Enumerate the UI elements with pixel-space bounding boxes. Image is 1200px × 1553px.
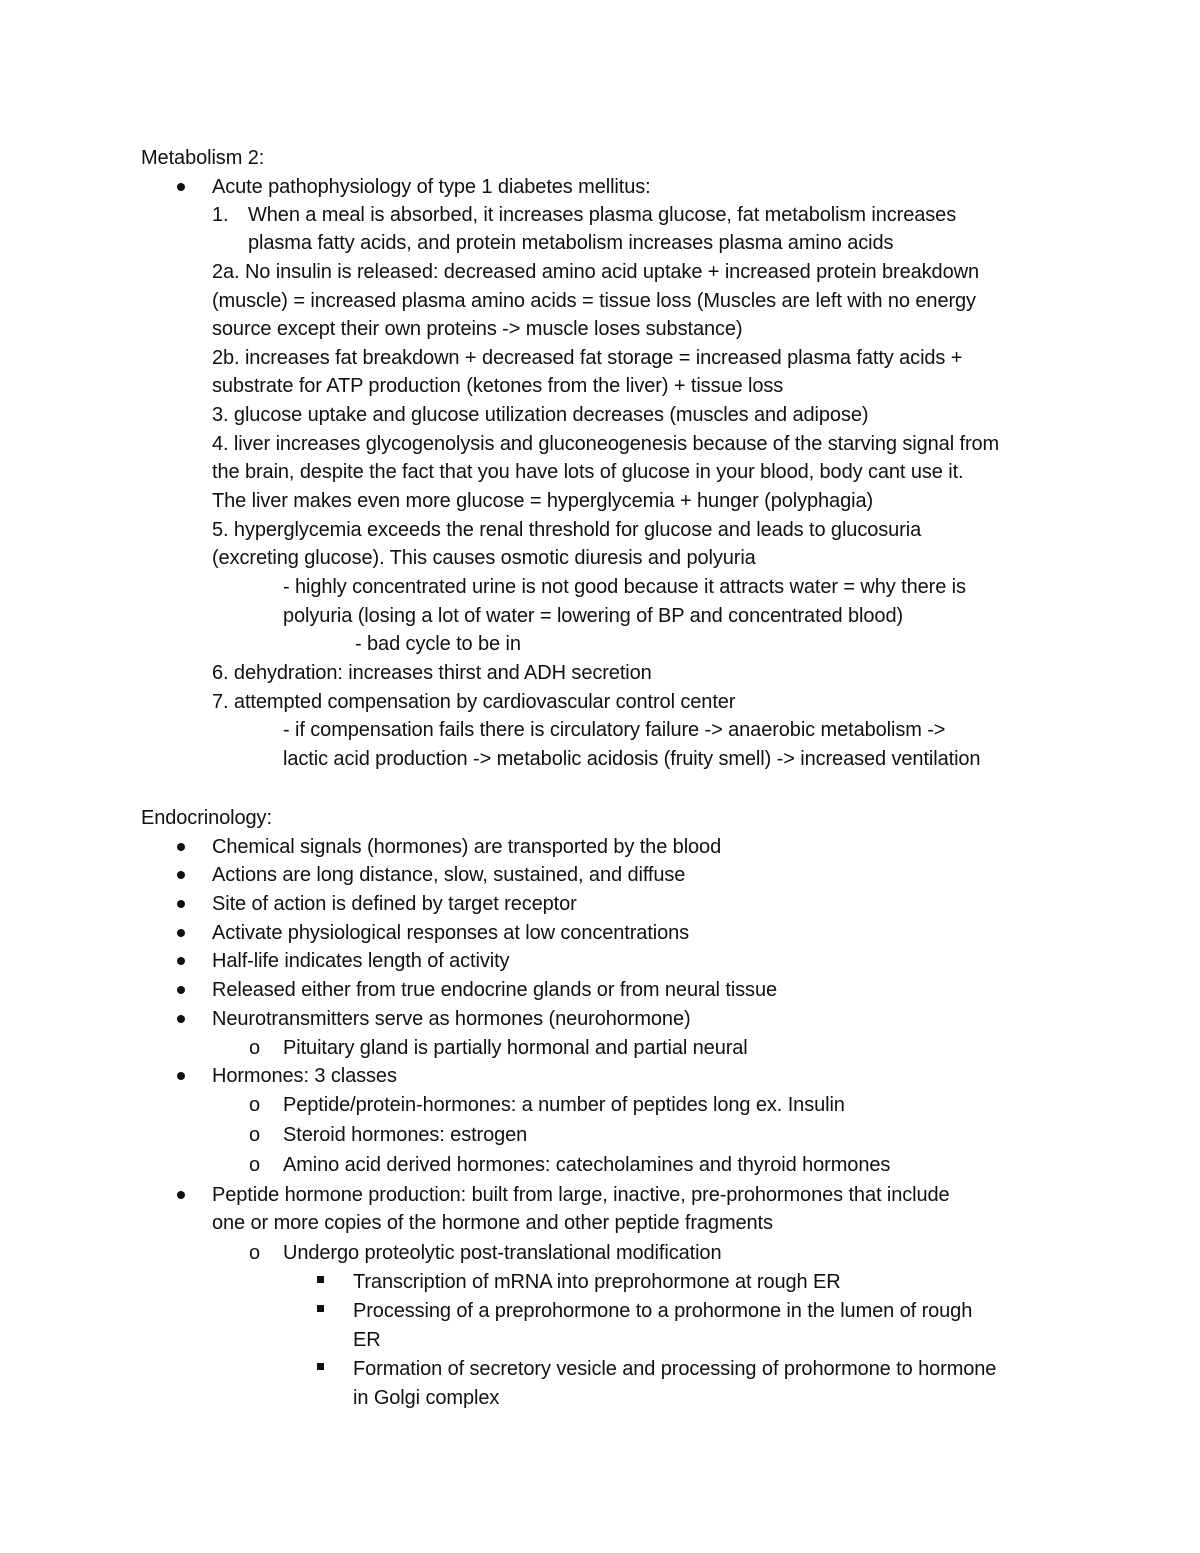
endo-bullet-9-sub1-item3-line2: in Golgi complex — [353, 1387, 500, 1409]
item2b-line1: 2b. increases fat breakdown + decreased fat storage = increased plasma fatty acids + — [212, 347, 963, 369]
square-bullet-icon — [317, 1363, 324, 1370]
item5-sub1-line2: polyuria (losing a lot of water = lowering of BP and concentrated blood) — [283, 605, 904, 627]
endo-bullet-9-sub1-item2-line1: Processing of a preprohormone to a prohormone in the lumen of rough — [353, 1300, 973, 1322]
endo-bullet-2: Actions are long distance, slow, sustained, and diffuse — [212, 864, 686, 886]
bullet-icon — [177, 183, 185, 191]
item5-line2: (excreting glucose). This causes osmotic diuresis and polyuria — [212, 547, 756, 569]
bullet-icon — [177, 843, 185, 851]
endo-bullet-9-line2: one or more copies of the hormone and other peptide fragments — [212, 1212, 773, 1234]
item1-number: 1. — [212, 204, 229, 226]
endo-bullet-8-sub1: Peptide/protein-hormones: a number of peptides long ex. Insulin — [283, 1094, 845, 1116]
endo-bullet-7: Neurotransmitters serve as hormones (neurohormone) — [212, 1008, 691, 1030]
endo-bullet-8-sub2: Steroid hormones: estrogen — [283, 1124, 528, 1146]
open-bullet-icon: o — [249, 1154, 261, 1176]
item6: 6. dehydration: increases thirst and ADH secretion — [212, 662, 652, 684]
endo-bullet-5: Half-life indicates length of activity — [212, 950, 510, 972]
bullet-icon — [177, 871, 185, 879]
item4-line3: The liver makes even more glucose = hyperglycemia + hunger (polyphagia) — [212, 490, 874, 512]
item1-line1: When a meal is absorbed, it increases plasma glucose, fat metabolism increases — [248, 204, 957, 226]
item1-line2: plasma fatty acids, and protein metabolism increases plasma amino acids — [248, 232, 894, 254]
endo-bullet-9-sub1-item2-line2: ER — [353, 1329, 381, 1351]
endo-bullet-3: Site of action is defined by target receptor — [212, 893, 577, 915]
item4-line1: 4. liver increases glycogenolysis and gluconeogenesis because of the starving signal from — [212, 433, 1000, 455]
item7-sub-line2: lactic acid production -> metabolic acidosis (fruity smell) -> increased ventilation — [283, 748, 981, 770]
endo-bullet-8: Hormones: 3 classes — [212, 1065, 397, 1087]
endo-bullet-6: Released either from true endocrine glands or from neural tissue — [212, 979, 778, 1001]
open-bullet-icon: o — [249, 1124, 261, 1146]
endo-bullet-9-sub1-item3-line1: Formation of secretory vesicle and processing of prohormone to hormone — [353, 1358, 997, 1380]
bullet-icon — [177, 1072, 185, 1080]
item5-line1: 5. hyperglycemia exceeds the renal threshold for glucose and leads to glucosuria — [212, 519, 922, 541]
bullet-icon — [177, 957, 185, 965]
bullet-icon — [177, 986, 185, 994]
bullet-icon — [177, 929, 185, 937]
item3: 3. glucose uptake and glucose utilization decreases (muscles and adipose) — [212, 404, 869, 426]
item7: 7. attempted compensation by cardiovascular control center — [212, 691, 736, 713]
item5-sub2: - bad cycle to be in — [355, 633, 521, 655]
bullet-icon — [177, 1015, 185, 1023]
item2b-line2: substrate for ATP production (ketones from the liver) + tissue loss — [212, 375, 784, 397]
item7-sub-line1: - if compensation fails there is circulatory failure -> anaerobic metabolism -> — [283, 719, 946, 741]
endo-bullet-9-sub1-item1: Transcription of mRNA into preprohormone at rough ER — [353, 1271, 841, 1293]
endo-bullet-8-sub3: Amino acid derived hormones: catecholamines and thyroid hormones — [283, 1154, 891, 1176]
item2a-line3: source except their own proteins -> muscle loses substance) — [212, 318, 743, 340]
metabolism-heading: Metabolism 2: — [141, 147, 265, 169]
bullet-icon — [177, 900, 185, 908]
item5-sub1-line1: - highly concentrated urine is not good because it attracts water = why there is — [283, 576, 966, 598]
item2a-line2: (muscle) = increased plasma amino acids = tissue loss (Muscles are left with no energy — [212, 290, 976, 312]
endo-bullet-9-sub1: Undergo proteolytic post-translational modification — [283, 1242, 722, 1264]
open-bullet-icon: o — [249, 1242, 261, 1264]
square-bullet-icon — [317, 1305, 324, 1312]
endo-bullet-4: Activate physiological responses at low concentrations — [212, 922, 690, 944]
endocrinology-heading: Endocrinology: — [141, 807, 272, 829]
endo-bullet-1: Chemical signals (hormones) are transported by the blood — [212, 836, 722, 858]
metabolism-bullet-title: Acute pathophysiology of type 1 diabetes mellitus: — [212, 176, 651, 198]
open-bullet-icon: o — [249, 1094, 261, 1116]
bullet-icon — [177, 1191, 185, 1199]
open-bullet-icon: o — [249, 1037, 261, 1059]
item2a-line1: 2a. No insulin is released: decreased amino acid uptake + increased protein breakdown — [212, 261, 979, 283]
endo-bullet-9-line1: Peptide hormone production: built from large, inactive, pre-prohormones that include — [212, 1184, 950, 1206]
endo-bullet-7-sub1: Pituitary gland is partially hormonal and partial neural — [283, 1037, 748, 1059]
item4-line2: the brain, despite the fact that you have lots of glucose in your blood, body cant use it. — [212, 461, 964, 483]
square-bullet-icon — [317, 1276, 324, 1283]
